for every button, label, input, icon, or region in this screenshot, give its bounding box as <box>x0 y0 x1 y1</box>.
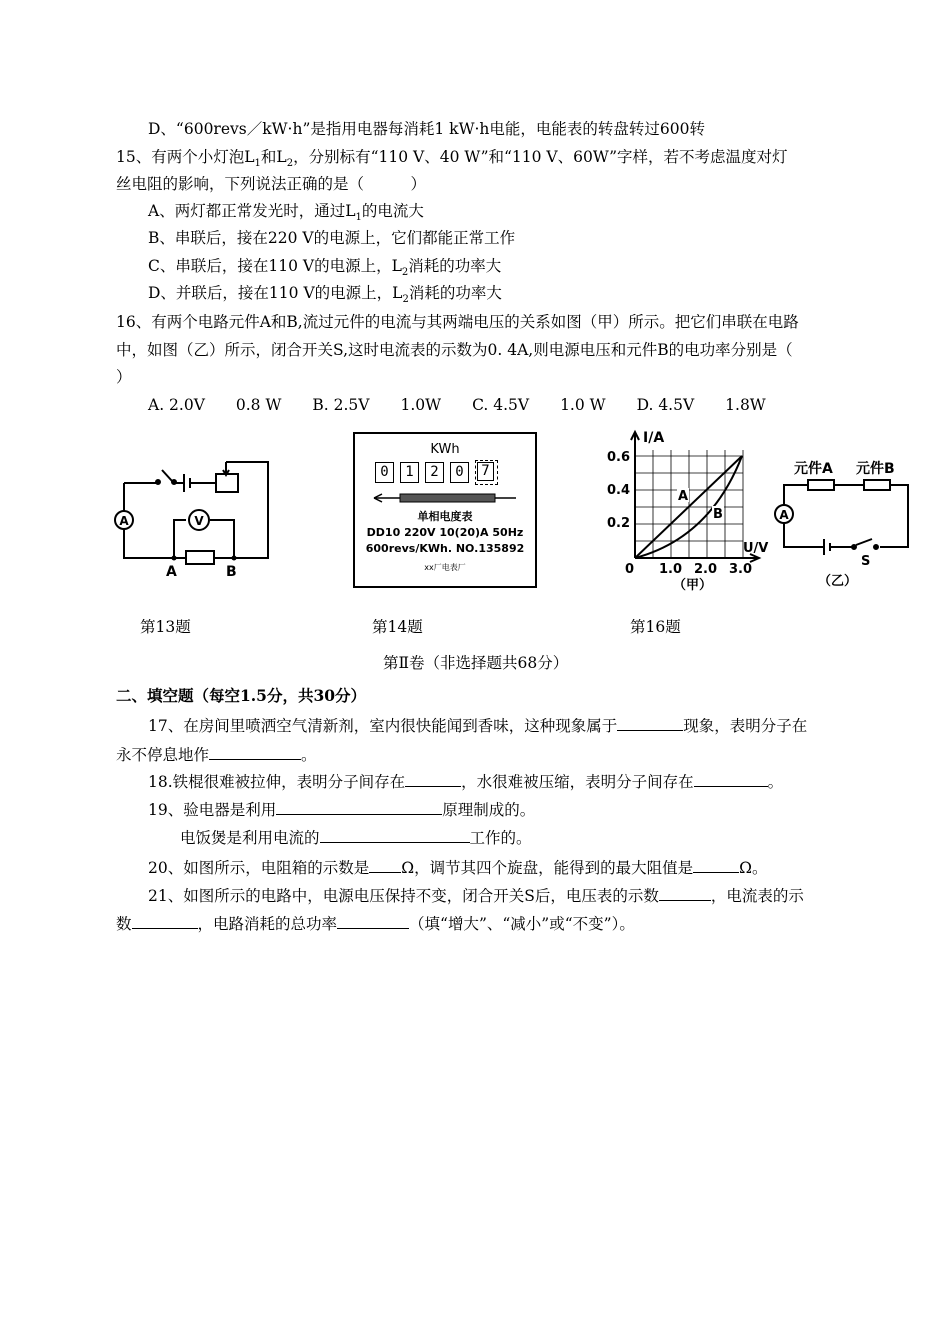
caption-q13: 第13题 <box>140 618 191 636</box>
fig14-digit: 0 <box>450 462 469 483</box>
fig16-x-label: U/V <box>743 541 769 556</box>
q21-text-d: ，电路消耗的总功率 <box>197 915 338 933</box>
fig14-digit: 2 <box>425 462 444 483</box>
q17-line2 <box>116 743 317 765</box>
q15-option-a <box>148 201 424 228</box>
q15-option-c-tail: 消耗的功率大 <box>408 257 502 275</box>
q20-text-c: Ω。 <box>739 859 768 877</box>
q15-option-c <box>148 256 501 283</box>
fig16-caption-jia: （甲） <box>673 578 713 593</box>
fig13-point-b: B <box>226 564 237 580</box>
q19-text-d: 工作的。 <box>469 829 532 847</box>
fig16-caption-yi: （乙） <box>818 574 858 589</box>
fig13-circuit <box>108 448 278 583</box>
q17-text-b: 现象，表明分子在 <box>683 717 808 735</box>
q15-stem-part2: 和L <box>260 148 287 166</box>
caption-q16: 第16题 <box>630 618 681 636</box>
q17-line1 <box>148 714 807 736</box>
q21-text-c: 数 <box>116 915 132 933</box>
q15-option-d <box>148 283 502 310</box>
q20-text-b: Ω，调节其四个旋盘，能得到的最大阻值是 <box>401 859 694 877</box>
fig14-meter <box>353 432 537 588</box>
fig14-decimal-frame <box>475 460 498 485</box>
q17-text-c: 永不停息地作 <box>116 746 210 764</box>
fig16-y-label: I/A <box>643 430 665 446</box>
fig16-switch-label: S <box>861 554 871 569</box>
fig14-spec-line1: DD10 220V 10(20)A 50Hz <box>366 526 524 539</box>
q21-blank-2[interactable] <box>132 912 198 929</box>
q19-line2 <box>180 826 532 848</box>
fill-in-heading: 二、填空题（每空1.5分，共30分） <box>116 686 367 705</box>
q15-stem-part1: 15、有两个小灯泡L <box>116 148 255 166</box>
q17-blank-1[interactable] <box>617 714 683 731</box>
q15-option-d-sub: 2 <box>402 294 409 306</box>
q20-text-a: 20、如图所示，电阻箱的示数是 <box>148 859 370 877</box>
q18-blank-2[interactable] <box>694 770 768 787</box>
q19-text-b: 原理制成的。 <box>442 801 536 819</box>
q16-stem-line3: ） <box>116 368 132 386</box>
q15-sub-1: 1 <box>254 158 261 170</box>
fig16-curve-b-label: B <box>713 507 723 522</box>
q15-option-d-tail: 消耗的功率大 <box>408 284 502 302</box>
q19-line1 <box>148 798 535 820</box>
q16-options: A. 2.0V 0.8 W B. 2.5V 1.0W C. 4.5V 1.0 W D. 4.5V 1.8W <box>148 396 766 414</box>
fig14-spec-line2: 600revs/KWh. NO.135892 <box>365 542 525 555</box>
q18-blank-1[interactable] <box>405 770 461 787</box>
q15-sub-2: 2 <box>286 158 294 170</box>
q18-text-b: ，水很难被压缩，表明分子间存在 <box>461 773 694 791</box>
fig16-x-tick: 3.0 <box>729 562 753 577</box>
fig16-graph <box>605 428 785 596</box>
q15-stem-line1 <box>116 147 788 174</box>
q15-option-a-text: A、两灯都正常发光时，通过L <box>148 202 356 220</box>
fig14-digit: 1 <box>400 462 419 483</box>
q14-option-d: D、“600revs／kW·h”是指用电器每消耗1 kW·h电能，电能表的转盘转过600转 <box>148 120 705 138</box>
caption-q14: 第14题 <box>372 618 423 636</box>
fig16-y-tick: 0.6 <box>607 450 631 465</box>
q18-line <box>148 770 783 792</box>
q15-stem-line2: 丝电阻的影响，下列说法正确的是（ ） <box>116 175 427 193</box>
q17-blank-2[interactable] <box>209 743 301 760</box>
q21-blank-1[interactable] <box>659 884 711 901</box>
fig16-curve-a-label: A <box>678 489 689 504</box>
q21-blank-3[interactable] <box>337 912 409 929</box>
q21-text-e: （填“增大”、“减小”或“不变”）。 <box>409 915 635 933</box>
fig16-y-tick: 0.2 <box>607 516 631 531</box>
fig14-digit: 0 <box>375 462 394 483</box>
q19-text-a: 19、验电器是利用 <box>148 801 277 819</box>
fig14-rotor-disc <box>370 490 520 506</box>
q15-option-a-tail: 的电流大 <box>361 202 424 220</box>
fig14-meter-name: 单相电度表 <box>417 510 473 523</box>
q17-text-d: 。 <box>301 746 317 764</box>
fig13-ammeter-label: A <box>119 514 129 528</box>
fig14-unit: KWh <box>430 442 460 457</box>
q19-blank-2[interactable] <box>320 826 470 843</box>
fig16-x-tick: 2.0 <box>694 562 718 577</box>
fig14-maker: xx厂电表厂 <box>424 563 466 572</box>
fig16-component-b: 元件B <box>856 461 895 477</box>
q21-line2 <box>116 912 635 934</box>
q18-text-a: 18.铁棍很难被拉伸，表明分子间存在 <box>148 773 406 791</box>
fig16-x-tick: 0 <box>625 562 635 577</box>
q16-stem-line1: 16、有两个电路元件A和B,流过元件的电流与其两端电压的关系如图（甲）所示。把它们串联在电路 <box>116 313 799 331</box>
fig16-ammeter-label: A <box>779 508 789 522</box>
q20-line <box>148 856 767 878</box>
q15-option-a-sub: 1 <box>355 212 362 224</box>
q15-option-c-text: C、串联后，接在110 V的电源上，L <box>148 257 402 275</box>
fig14-digit-row <box>375 462 498 485</box>
q18-text-c: 。 <box>767 773 784 791</box>
fig14-digit: 7 <box>477 462 494 481</box>
fig13-point-a: A <box>166 564 177 580</box>
q21-line1 <box>148 884 804 906</box>
fig16-circuit <box>768 455 914 595</box>
fig13-voltmeter-label: V <box>194 514 204 528</box>
q20-blank-1[interactable] <box>369 856 401 873</box>
q21-text-a: 21、如图所示的电路中，电源电压保持不变，闭合开关S后，电压表的示数 <box>148 887 659 905</box>
fig16-component-a: 元件A <box>794 461 833 477</box>
section2-title: 第Ⅱ卷（非选择题共68分） <box>383 654 569 672</box>
q15-option-d-text: D、并联后，接在110 V的电源上，L <box>148 284 403 302</box>
q15-option-b: B、串联后，接在220 V的电源上，它们都能正常工作 <box>148 229 516 247</box>
q15-stem-part3: ，分别标有“110 V、40 W”和“110 V、60W”字样，若不考虑温度对灯 <box>293 148 788 166</box>
q21-text-b: ，电流表的示 <box>710 887 804 905</box>
fig16-y-tick: 0.4 <box>607 483 631 498</box>
q15-option-c-sub: 2 <box>401 267 409 279</box>
q20-blank-2[interactable] <box>693 856 739 873</box>
q19-text-c: 电饭煲是利用电流的 <box>180 829 320 847</box>
q17-text-a: 17、在房间里喷洒空气清新剂，室内很快能闻到香味，这种现象属于 <box>148 717 618 735</box>
q19-blank-1[interactable] <box>276 798 442 815</box>
fig16-x-tick: 1.0 <box>659 562 683 577</box>
q16-stem-line2: 中，如图（乙）所示，闭合开关S,这时电流表的示数为0. 4A,则电源电压和元件B的电功率分别是（ <box>116 341 793 359</box>
